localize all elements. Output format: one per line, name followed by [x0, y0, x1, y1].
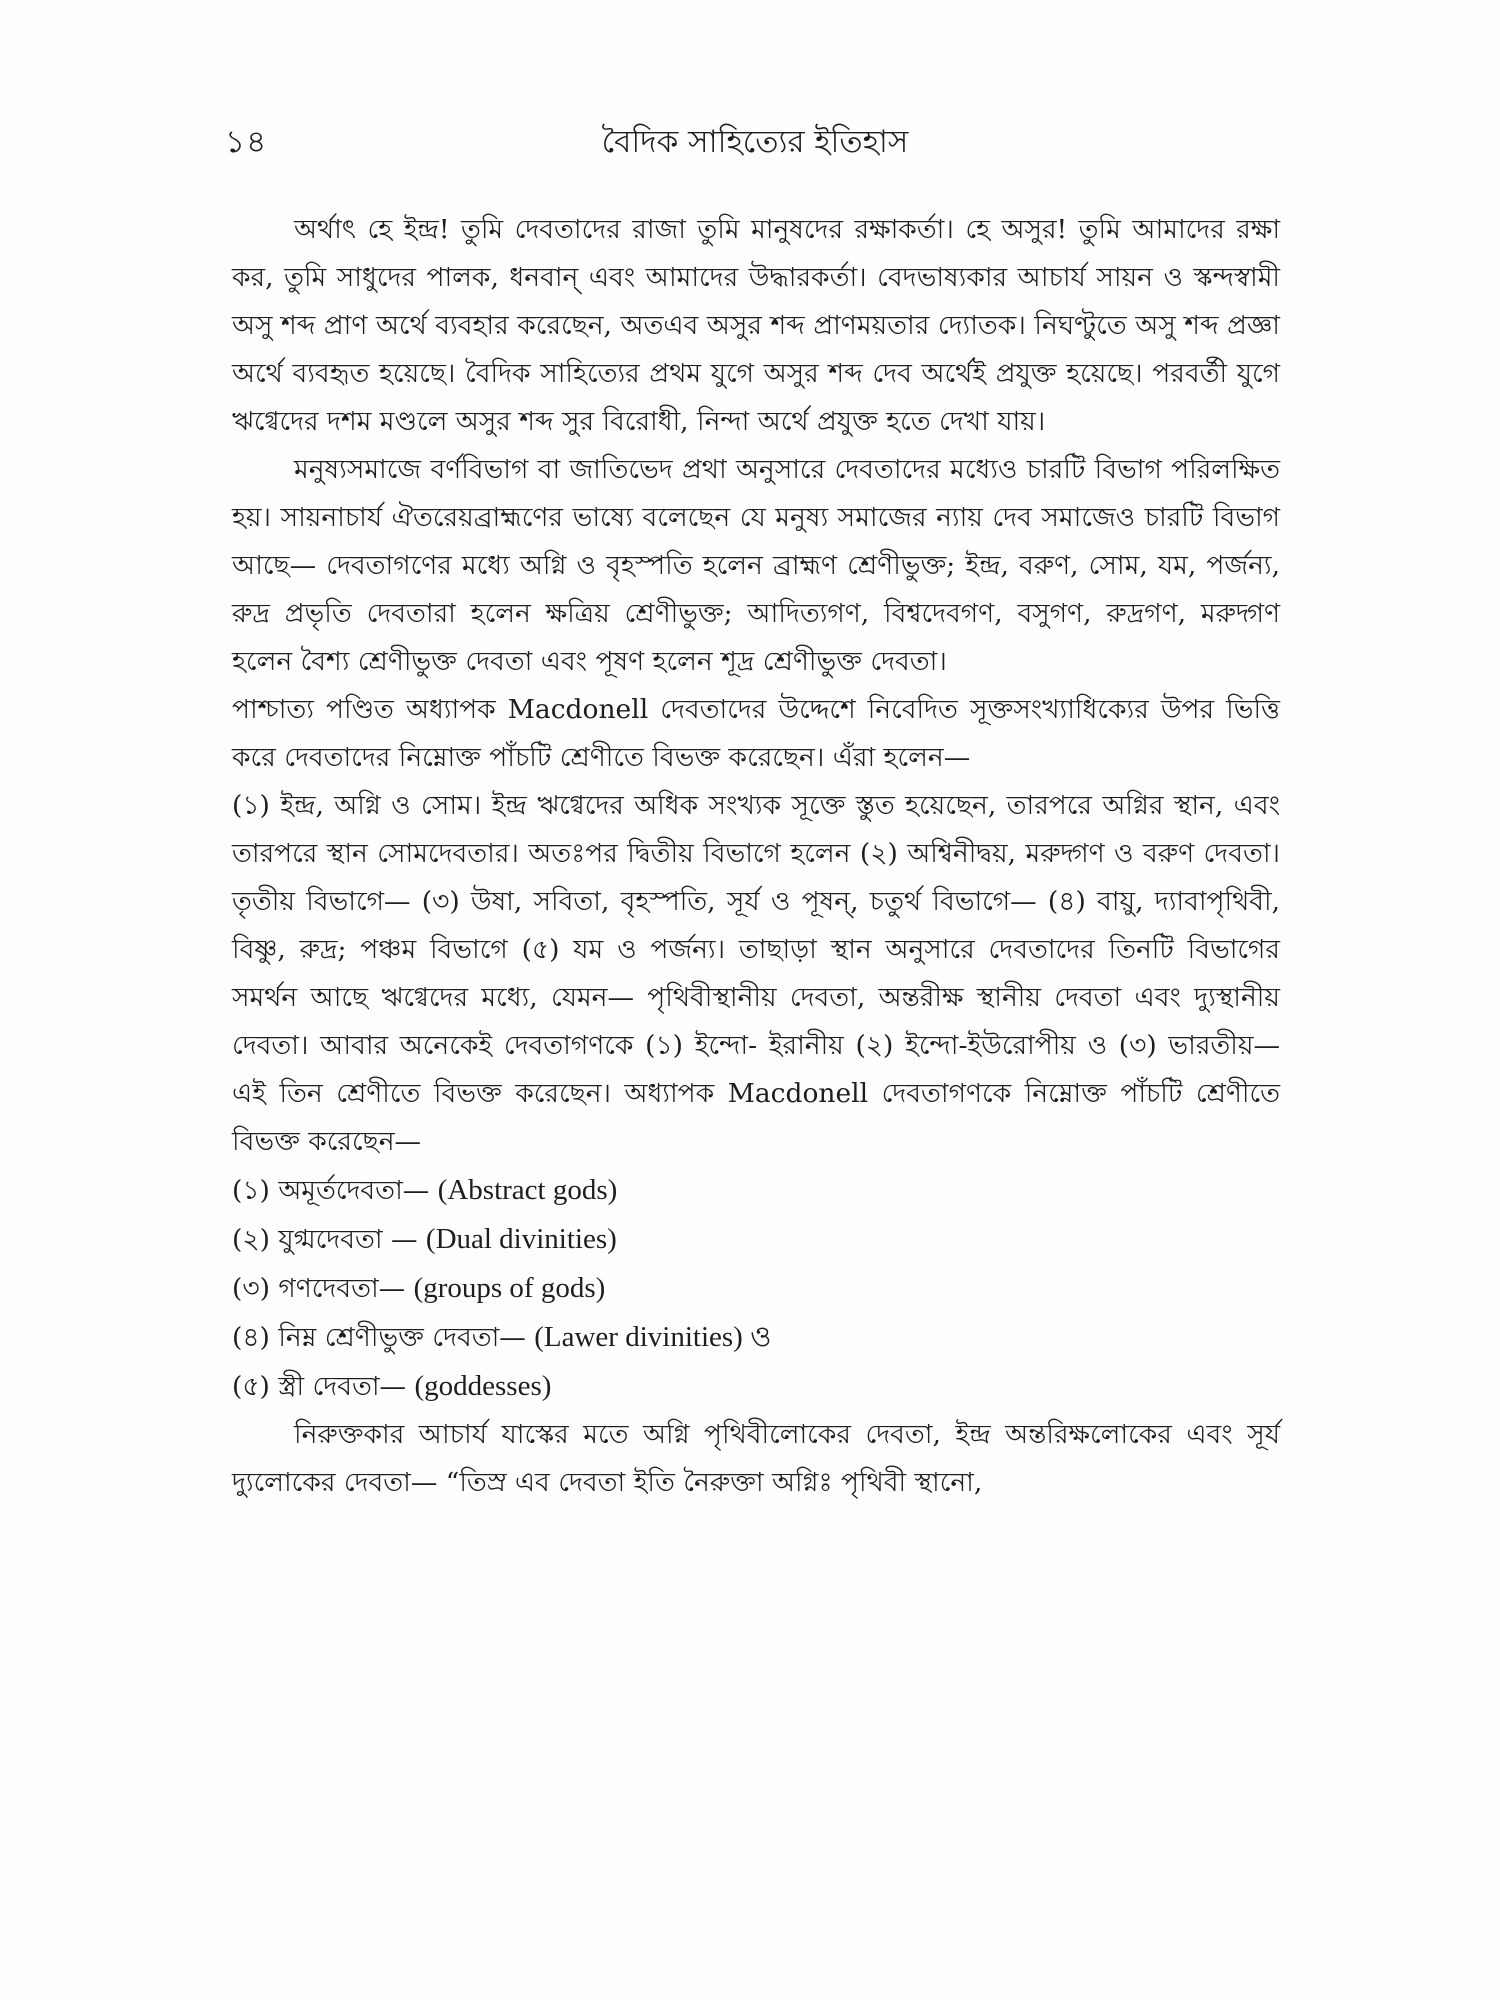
paragraph-asura-meaning: অর্থাৎ হে ইন্দ্র! তুমি দেবতাদের রাজা তুমি মানুষদের রক্ষাকর্তা। হে অসুর! তুমি আমাদের রক্ষা কর, তুমি সাধুদের পালক, ধনবান্ এবং আমাদের উদ্ধারকর্তা। বেদভাষ্যকার আচার্য সায়ন ও স্কন্দস্বামী অসু শব্দ প্রাণ অর্থে ব্যবহার করেছেন, অতএব অসুর শব্দ প্রাণময়তার দ্যোতক। নিঘণ্টুতে অসু শব্দ প্রজ্ঞা অর্থে ব্যবহৃত হয়েছে। বৈদিক সাহিত্যের প্রথম যুগে অসুর শব্দ দেব অর্থেই প্রযুক্ত হয়েছে। পরবর্তী যুগে ঋগ্বেদের দশম মণ্ডলে অসুর শব্দ সুর বিরোধী, নিন্দা অর্থে প্রযুক্ত হতে দেখা যায়।: [232, 214, 1280, 437]
list-item: [232, 1313, 1280, 1362]
list-item: [232, 1215, 1280, 1264]
list-item: [232, 1166, 1280, 1215]
list-item: [232, 1362, 1280, 1411]
page-number: ১৪: [225, 124, 268, 160]
paragraph-macdonell-intro: পাশ্চাত্য পণ্ডিত অধ্যাপক Macdonell দেবতাদের উদ্দেশে নিবেদিত সূক্তসংখ্যাধিক্যের উপর ভিত্তি করে দেবতাদের নিম্নোক্ত পাঁচটি শ্রেণীতে বিভক্ত করেছেন। এঁরা হলেন—: [232, 694, 1280, 773]
body-text: [232, 206, 1280, 1507]
list-item-english: (Dual divinities): [425, 1223, 617, 1255]
page-header: [225, 118, 1285, 168]
running-title: বৈদিক সাহিত্যের ইতিহাস: [601, 124, 909, 160]
list-item-english: (Lawer divinities) ও: [534, 1321, 772, 1353]
paragraph-caste-division: মনুষ্যসমাজে বর্ণবিভাগ বা জাতিভেদ প্রথা অনুসারে দেবতাদের মধ্যেও চারটি বিভাগ পরিলক্ষিত হয়। সায়নাচার্য ঐতরেয়ব্রাহ্মণের ভাষ্যে বলেছেন যে মনুষ্য সমাজের ন্যায় দেব সমাজেও চারটি বিভাগ আছে— দেবতাগণের মধ্যে অগ্নি ও বৃহস্পতি হলেন ব্রাহ্মণ শ্রেণীভুক্ত; ইন্দ্র, বরুণ, সোম, যম, পর্জন্য, রুদ্র প্রভৃতি দেবতারা হলেন ক্ষত্রিয় শ্রেণীভুক্ত; আদিত্যগণ, বিশ্বদেবগণ, বসুগণ, রুদ্রগণ, মরুদ্গণ হলেন বৈশ্য শ্রেণীভুক্ত দেবতা এবং পূষণ হলেন শূদ্র শ্রেণীভুক্ত দেবতা।: [232, 454, 1280, 677]
list-item-english: (Abstract gods): [437, 1174, 618, 1206]
list-item-english: (goddesses): [414, 1370, 552, 1402]
paragraph-yaska: নিরুক্তকার আচার্য যাস্কের মতে অগ্নি পৃথিবীলোকের দেবতা, ইন্দ্র অন্তরিক্ষলোকের এবং সূর্য দ্যুলোকের দেবতা— “তিস্র এব দেবতা ইতি নৈরুক্তা অগ্নিঃ পৃথিবী স্থানো,: [232, 1419, 1280, 1498]
classification-list: [232, 1166, 1280, 1411]
list-item: [232, 1264, 1280, 1313]
paragraph-divisions: (১) ইন্দ্র, অগ্নি ও সোম। ইন্দ্র ঋগ্বেদের অধিক সংখ্যক সূক্তে স্তুত হয়েছেন, তারপরে অগ্নির স্থান, এবং তারপরে স্থান সোমদেবতার। অতঃপর দ্বিতীয় বিভাগে হলেন (২) অশ্বিনীদ্বয়, মরুদ্গণ ও বরুণ দেবতা। তৃতীয় বিভাগে— (৩) উষা, সবিতা, বৃহস্পতি, সূর্য ও পূষন্, চতুর্থ বিভাগে— (৪) বায়ু, দ্যাবাপৃথিবী, বিষ্ণু, রুদ্র; পঞ্চম বিভাগে (৫) যম ও পর্জন্য। তাছাড়া স্থান অনুসারে দেবতাদের তিনটি বিভাগের সমর্থন আছে ঋগ্বেদের মধ্যে, যেমন— পৃথিবীস্থানীয় দেবতা, অন্তরীক্ষ স্থানীয় দেবতা এবং দ্যুস্থানীয় দেবতা। আবার অনেকেই দেবতাগণকে (১) ইন্দো- ইরানীয় (২) ইন্দো-ইউরোপীয় ও (৩) ভারতীয়— এই তিন শ্রেণীতে বিভক্ত করেছেন। অধ্যাপক Macdonell দেবতাগণকে নিম্নোক্ত পাঁচটি শ্রেণীতে বিভক্ত করেছেন—: [232, 790, 1280, 1157]
list-item-english: (groups of gods): [413, 1272, 606, 1304]
list-item-bengali: গণদেবতা—: [278, 1273, 406, 1304]
list-item-bengali: যুগ্মদেবতা —: [278, 1224, 418, 1255]
list-item-number: (১): [232, 1175, 270, 1206]
list-item-number: (৫): [232, 1371, 270, 1402]
list-item-number: (৩): [232, 1273, 270, 1304]
list-item-bengali: অমূর্তদেবতা—: [278, 1175, 430, 1206]
list-item-number: (৪): [232, 1322, 270, 1353]
list-item-number: (২): [232, 1224, 270, 1255]
list-item-bengali: স্ত্রী দেবতা—: [278, 1371, 407, 1402]
list-item-bengali: নিম্ন শ্রেণীভুক্ত দেবতা—: [278, 1322, 526, 1353]
